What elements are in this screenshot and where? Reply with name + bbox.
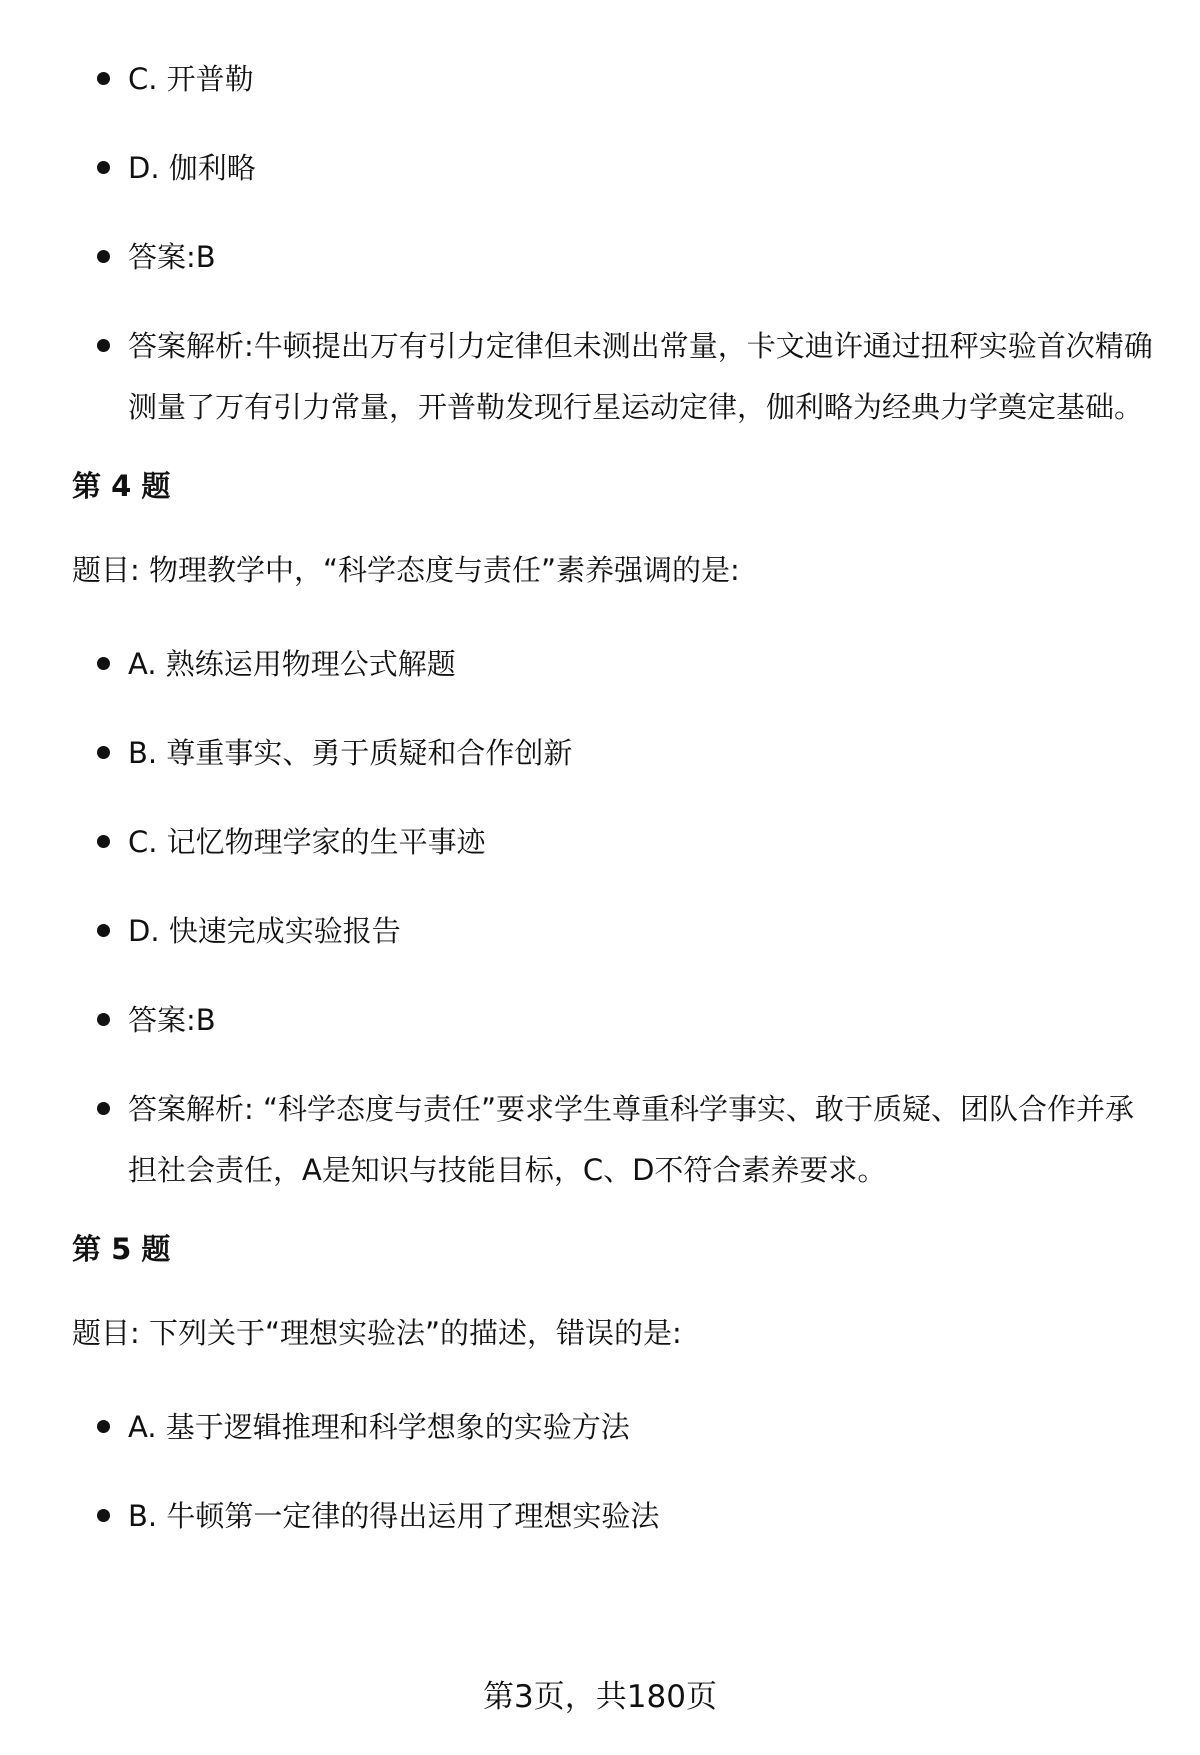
bullet-dot: [97, 657, 110, 670]
option-text: A. 熟练运用物理公式解题: [128, 647, 456, 681]
question-text: 题目: 下列关于“理想实验法”的描述，错误的是:: [72, 1316, 682, 1350]
list-item: [0, 1397, 1200, 1458]
list-item: [0, 227, 1200, 288]
answer-text: 答案:B: [128, 240, 216, 274]
bullet-dot: [97, 250, 110, 263]
bullet-dot: [97, 72, 110, 85]
question-heading: 第 4 题: [72, 469, 171, 503]
question-text: 题目: 物理教学中，“科学态度与责任”素养强调的是:: [72, 553, 740, 587]
intro-option-list: [0, 49, 1200, 438]
bullet-dot: [97, 1420, 110, 1433]
list-item: [0, 901, 1200, 962]
q4-option-list: [0, 634, 1200, 1201]
explanation-text: 答案解析: “科学态度与责任”要求学生尊重科学事实、敢于质疑、团队合作并承担社会责任，A是知识与技能目标，C、D不符合素养要求。: [128, 1092, 1135, 1187]
option-text: D. 快速完成实验报告: [128, 914, 401, 948]
bullet-dot: [97, 339, 110, 352]
bullet-dot: [97, 746, 110, 759]
option-text: D. 伽利略: [128, 151, 256, 185]
list-item: [0, 1079, 1200, 1201]
list-item: [0, 812, 1200, 873]
explanation-text: 答案解析:牛顿提出万有引力定律但未测出常量，卡文迪许通过扭秤实验首次精确测量了万有引力常量，开普勒发现行星运动定律，伽利略为经典力学奠定基础。: [128, 329, 1153, 424]
list-item: [0, 1486, 1200, 1547]
list-item: [0, 723, 1200, 784]
bullet-dot: [97, 1102, 110, 1115]
answer-text: 答案:B: [128, 1003, 216, 1037]
list-item: [0, 49, 1200, 110]
question-heading: 第 5 题: [72, 1232, 171, 1266]
option-text: B. 牛顿第一定律的得出运用了理想实验法: [128, 1499, 660, 1533]
bullet-dot: [97, 924, 110, 937]
bullet-dot: [97, 1013, 110, 1026]
list-item: [0, 138, 1200, 199]
option-text: B. 尊重事实、勇于质疑和合作创新: [128, 736, 573, 770]
bullet-dot: [97, 161, 110, 174]
list-item: [0, 316, 1200, 438]
bullet-dot: [97, 835, 110, 848]
option-text: C. 记忆物理学家的生平事迹: [128, 825, 486, 859]
option-text: C. 开普勒: [128, 62, 254, 96]
q5-option-list: [0, 1397, 1200, 1547]
list-item: [0, 990, 1200, 1051]
page-footer: 第3页，共180页: [483, 1679, 717, 1715]
option-text: A. 基于逻辑推理和科学想象的实验方法: [128, 1410, 630, 1444]
bullet-dot: [97, 1509, 110, 1522]
list-item: [0, 634, 1200, 695]
content: [0, 49, 1200, 1575]
